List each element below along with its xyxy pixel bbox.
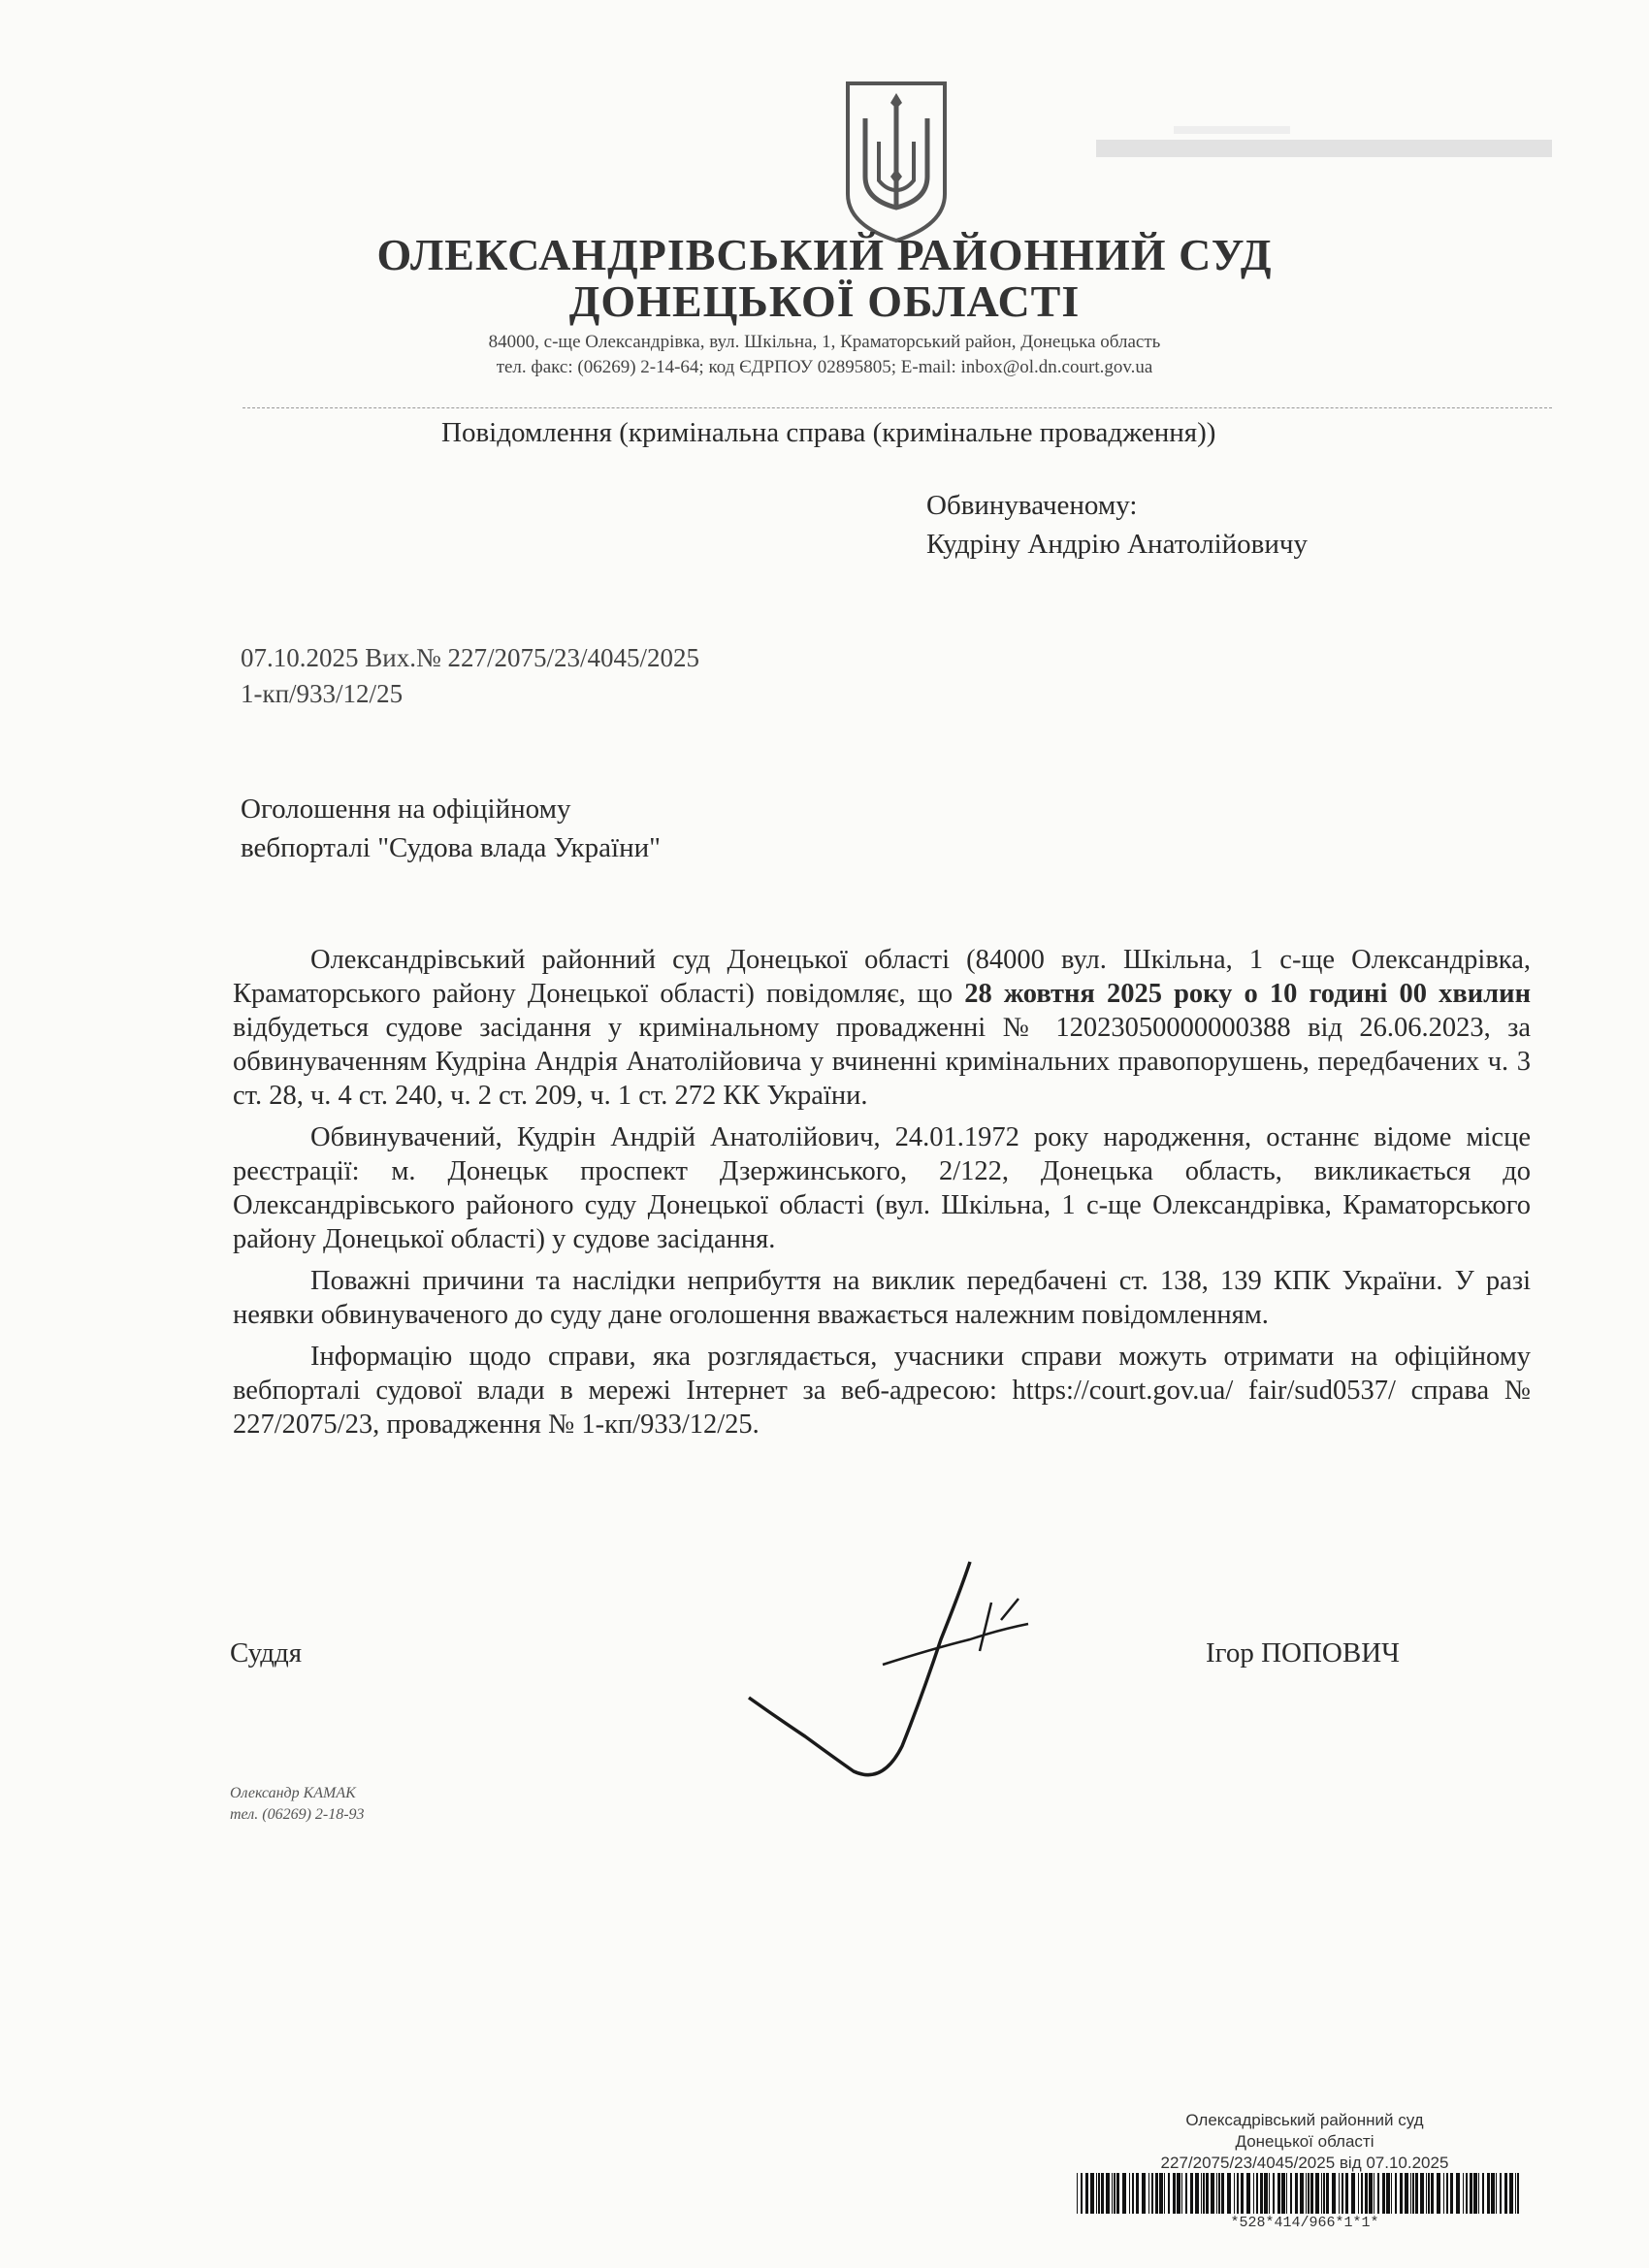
registration-court: Олексадрівський районний суд bbox=[1185, 2111, 1424, 2129]
addressee-name: Кудріну Андрію Анатолійовичу bbox=[926, 529, 1308, 560]
court-address: 84000, с-ще Олександрівка, вул. Шкільна, 1, Краматорський район, Донецька область bbox=[488, 332, 1161, 352]
notice-body bbox=[233, 943, 1531, 1449]
executor-phone: тел. (06269) 2-18-93 bbox=[230, 1806, 365, 1823]
notice-title: Повідомлення (кримінальна справа (кримінальне провадження)) bbox=[441, 417, 1216, 448]
court-contacts: тел. факс: (06269) 2-14-64; код ЄДРПОУ 02895805; E-mail: inbox@ol.dn.court.gov.ua bbox=[496, 357, 1153, 377]
barcode-text: *528*414/966*1*1* bbox=[1230, 2215, 1379, 2231]
trident-coat-of-arms-icon bbox=[842, 80, 951, 244]
court-name-line2: ДОНЕЦЬКОЇ ОБЛАСТІ bbox=[568, 276, 1081, 326]
faded-stamp-mark-icon bbox=[1096, 126, 1552, 165]
registration-number: 227/2075/23/4045/2025 від 07.10.2025 bbox=[1160, 2154, 1449, 2172]
judge-role: Суддя bbox=[230, 1637, 303, 1669]
judge-name: Ігор ПОПОВИЧ bbox=[1206, 1637, 1400, 1669]
body-paragraph-hearing: Олександрівський районний суд Донецької області (84000 вул. Шкільна, 1 с-ще Олександрівка, Краматорського району Донецької області) повідомляє, що 28 жовтня 2025 року о 10 годині 00 хвилин відбудеться судове засідання у кримінальному провадженні № 12023050000000388 від 26.06.2023, за обвинуваченням Кудріна Андрія Анатолійовича у вчиненні кримінальних правопорушень, передбачених ч. 3 ст. 28, ч. 4 ст. 240, ч. 2 ст. 209, ч. 1 ст. 272 КК України. bbox=[233, 945, 1531, 1111]
registration-region: Донецької області bbox=[1235, 2132, 1374, 2151]
addressee-label: Обвинуваченому: bbox=[926, 490, 1138, 521]
executor-name: Олександр КАМАК bbox=[230, 1785, 356, 1801]
announcement-line2: вебпорталі "Судова влада України" bbox=[241, 832, 661, 863]
handwritten-signature-icon bbox=[737, 1552, 1125, 1804]
announcement-line1: Оголошення на офіційному bbox=[241, 794, 571, 825]
body-paragraph-consequences: Поважні причини та наслідки неприбуття на виклик передбачені ст. 138, 139 КПК України. У разі неявки обвинуваченого до суду дане оголошення вважається належним повідомленням. bbox=[233, 1266, 1531, 1330]
court-name-line1: ОЛЕКСАНДРІВСЬКИЙ РАЙОННИЙ СУД bbox=[376, 230, 1273, 279]
barcode-icon bbox=[1071, 2173, 1527, 2214]
body-paragraph-info: Інформацію щодо справи, яка розглядається, учасники справи можуть отримати на офіційному вебпорталі судової влади в мережі Інтернет за веб-адресою: https://court.gov.ua/ fair/sud0537/ справа № 227/2075/23, провадження № 1-кп/933/12/25. bbox=[233, 1342, 1531, 1440]
hearing-datetime: 28 жовтня 2025 року о 10 годині 00 хвилин bbox=[964, 979, 1531, 1009]
case-proceeding-number: 1-кп/933/12/25 bbox=[241, 679, 404, 708]
body-paragraph-accused: Обвинувачений, Кудрін Андрій Анатолійович, 24.01.1972 року народження, останнє відоме місце реєстрації: м. Донецьк проспект Дзержинського, 2/122, Донецька область, викликається до Олександрівського районого суду Донецької області (вул. Шкільна, 1 с-ще Олександрівка, Краматорського району Донецької області) у судове засідання. bbox=[233, 1122, 1531, 1254]
outgoing-number: 07.10.2025 Вих.№ 227/2075/23/4045/2025 bbox=[241, 643, 699, 672]
header-divider bbox=[242, 407, 1552, 408]
